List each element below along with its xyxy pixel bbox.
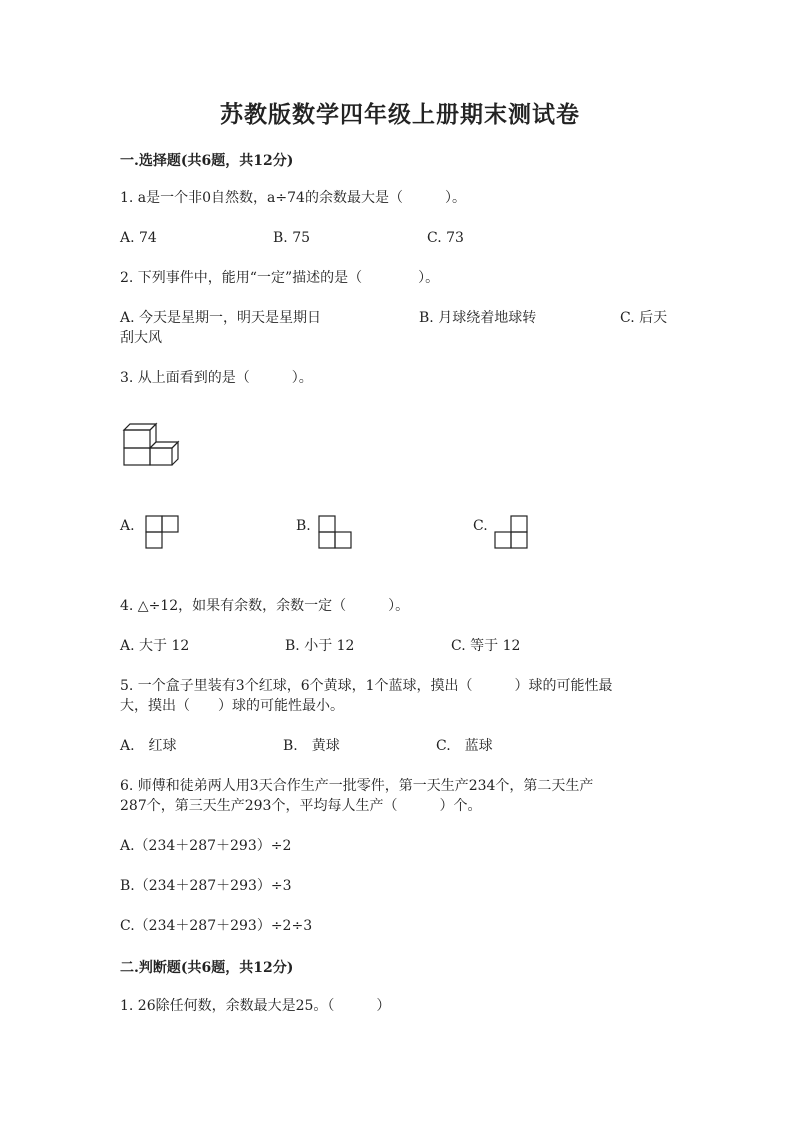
judgment-1-stem: 1. 26除任何数，余数最大是25。（ ） (120, 998, 391, 1014)
question-1-stem: 1. a是一个非0自然数，a÷74的余数最大是（ ）。 (120, 190, 466, 206)
page-title: 苏教版数学四年级上册期末测试卷 (220, 101, 580, 128)
section-heading-choice: 一.选择题(共6题，共12分) (120, 153, 294, 169)
question-4-option-c: C. 等于 12 (451, 638, 521, 654)
question-6-option-a: A.（234＋287＋293）÷2 (120, 838, 292, 854)
question-5-stem-line-1: 5. 一个盒子里装有3个红球，6个黄球，1个蓝球，摸出（ ）球的可能性最 (120, 678, 613, 694)
option-b-view-figure (318, 515, 352, 549)
question-3-option-b: B. (296, 518, 311, 534)
question-1-option-a: A. 74 (120, 230, 157, 246)
question-4-stem: 4. △÷12，如果有余数，余数一定（ ）。 (120, 598, 410, 614)
question-5-stem-line-2: 大，摸出（ ）球的可能性最小。 (120, 698, 344, 714)
question-1-option-c: C. 73 (427, 230, 464, 246)
question-3-option-a: A. (120, 518, 135, 534)
question-5-option-c: C. 蓝球 (436, 738, 493, 754)
question-1-option-b: B. 75 (273, 230, 311, 246)
option-a-view-figure (145, 515, 179, 549)
question-6-option-b: B.（234＋287＋293）÷3 (120, 878, 292, 894)
question-3-option-c: C. (473, 518, 488, 534)
section-heading-judgment: 二.判断题(共6题，共12分) (120, 960, 294, 976)
question-5-option-b: B. 黄球 (283, 738, 340, 754)
question-2-option-c: C. 后天 (620, 310, 668, 326)
option-c-view-figure (494, 515, 528, 549)
question-4-option-b: B. 小于 12 (285, 638, 355, 654)
question-6-stem-line-1: 6. 师傅和徒弟两人用3天合作生产一批零件，第一天生产234个，第二天生产 (120, 778, 594, 794)
question-2-stem: 2. 下列事件中，能用“一定”描述的是（ ）。 (120, 270, 440, 286)
question-3-stem: 3. 从上面看到的是（ ）。 (120, 370, 313, 386)
question-5-option-a: A. 红球 (120, 738, 177, 754)
question-6-stem-line-2: 287个，第三天生产293个，平均每人生产（ ）个。 (120, 798, 482, 814)
cube-stack-figure (120, 420, 182, 468)
question-6-option-c: C.（234＋287＋293）÷2÷3 (120, 918, 313, 934)
question-2-option-c-wrap: 刮大风 (120, 330, 162, 346)
question-4-option-a: A. 大于 12 (120, 638, 190, 654)
question-2-option-b: B. 月球绕着地球转 (419, 310, 537, 326)
question-2-option-a: A. 今天是星期一，明天是星期日 (120, 310, 322, 326)
